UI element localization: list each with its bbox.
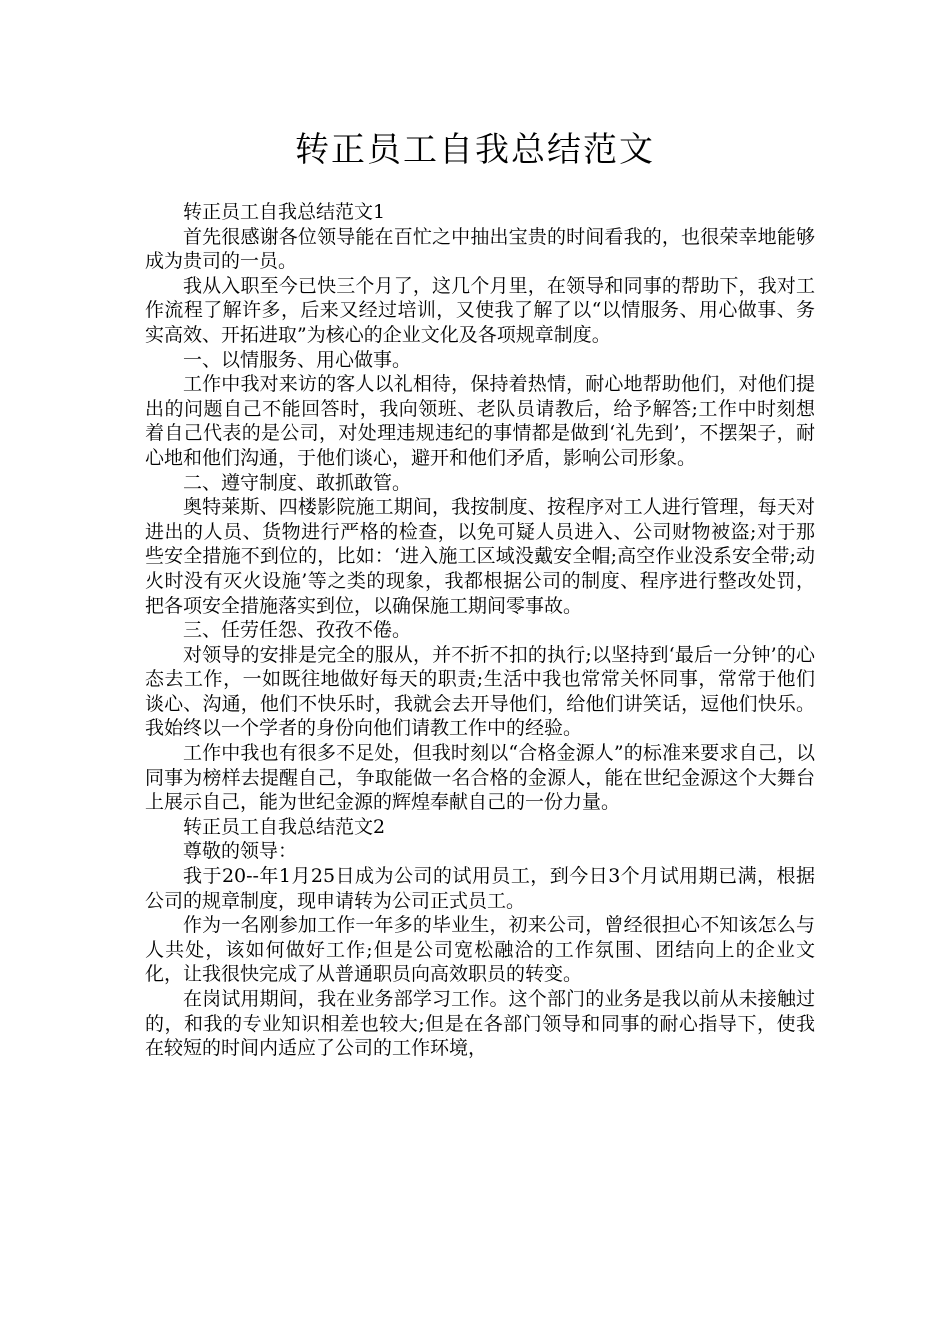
paragraph: 我从入职至今已快三个月了，这几个月里，在领导和同事的帮助下，我对工作流程了解许多，后来又经过培训，又使我了解了以“以情服务、用心做事、务实高效、开拓进取”为核心的企业文化及各项规章制度。 — [145, 274, 815, 346]
paragraph: 工作中我对来访的客人以礼相待，保持着热情，耐心地帮助他们，对他们提出的问题自己不能回答时，我向领班、老队员请教后，给予解答;工作中时刻想着自己代表的是公司，对处理违规违纪的事情都是做到‘礼先到’，不摆架子，耐心地和他们沟通，于他们谈心，避开和他们矛盾，影响公司形象。 — [145, 373, 815, 469]
paragraph: 奥特莱斯、四楼影院施工期间，我按制度、按程序对工人进行管理，每天对进出的人员、货物进行严格的检查，以免可疑人员进入、公司财物被盗;对于那些安全措施不到位的，比如：‘进入施工区域没戴安全帽;高空作业没系安全带;动火时没有灭火设施’等之类的现象，我都根据公司的制度、程序进行整改处罚，把各项安全措施落实到位，以确保施工期间零事故。 — [145, 496, 815, 617]
paragraph: 对领导的安排是完全的服从，并不折不扣的执行;以坚持到‘最后一分钟’的心态去工作，一如既往地做好每天的职责;生活中我也常常关怀同事，常常于他们谈心、沟通，他们不快乐时，我就会去开导他们，给他们讲笑话，逗他们快乐。我始终以一个学者的身份向他们请教工作中的经验。 — [145, 643, 815, 740]
section-heading-2: 转正员工自我总结范文2 — [183, 815, 386, 838]
section-heading-1: 转正员工自我总结范文1 — [183, 201, 386, 223]
paragraph: 我于20--年1月25日成为公司的试用员工，到今日3个月试用期已满，根据公司的规章制度，现申请转为公司正式员工。 — [145, 865, 815, 912]
paragraph: 作为一名刚参加工作一年多的毕业生，初来公司，曾经很担心不知该怎么与人共处，该如何做好工作;但是公司宽松融洽的工作氛围、团结向上的企业文化，让我很快完成了从普通职员向高效职员的转变。 — [145, 914, 815, 986]
paragraph: 工作中我也有很多不足处，但我时刻以“合格金源人”的标准来要求自己，以同事为榜样去提醒自己，争取能做一名合格的金源人，能在世纪金源这个大舞台上展示自己，能为世纪金源的辉煌奉献自己的一份力量。 — [145, 742, 815, 814]
paragraph: 在岗试用期间，我在业务部学习工作。这个部门的业务是我以前从未接触过的，和我的专业知识相差也较大;但是在各部门领导和同事的耐心指导下，使我在较短的时间内适应了公司的工作环境， — [145, 988, 815, 1060]
document-title: 转正员工自我总结范文 — [295, 130, 655, 170]
document-body — [145, 200, 815, 1061]
paragraph: 首先很感谢各位领导能在百忙之中抽出宝贵的时间看我的，也很荣幸地能够成为贵司的一员。 — [145, 225, 815, 273]
salutation: 尊敬的领导： — [183, 840, 298, 863]
subheading: 二、遵守制度、敢抓敢管。 — [183, 471, 412, 494]
subheading: 三、任劳任怨、孜孜不倦。 — [183, 619, 412, 642]
subheading: 一、以情服务、用心做事。 — [183, 348, 412, 371]
